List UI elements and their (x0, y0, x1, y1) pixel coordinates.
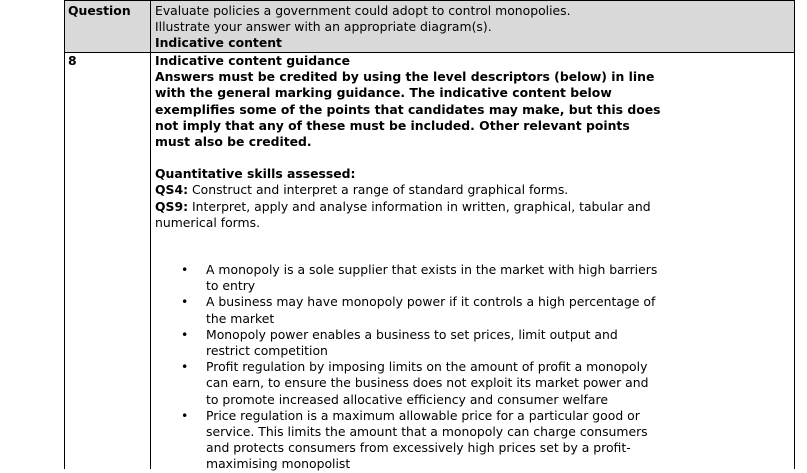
guidance-line: must also be credited. (155, 134, 312, 150)
column-divider (150, 0, 151, 469)
table-left-border (64, 0, 65, 469)
question-number: 8 (68, 53, 77, 68)
bullet-list (155, 262, 785, 473)
bullet-icon: • (181, 326, 189, 342)
table-top-border (64, 0, 795, 1)
question-column-label: Question (68, 3, 131, 18)
skills-heading: Quantitative skills assessed: (155, 166, 356, 182)
list-item: • A monopoly is a sole supplier that exists in the market with high barriers to entry (181, 262, 658, 294)
guidance-heading: Indicative content guidance (155, 53, 351, 68)
skill-qs9 (155, 199, 785, 215)
guidance-line: Answers must be credited by using the level descriptors (below) in line (155, 69, 655, 85)
guidance-block (155, 53, 785, 231)
skill-code: QS4: (155, 182, 189, 198)
bullet-icon: • (181, 262, 189, 277)
list-item: • Price regulation is a maximum allowable price for a particular good or service. This limits the amount that a monopoly can charge consumers and protects consumers from excessively high prices set by a profit- maximising monopolist (181, 407, 648, 472)
guidance-line: not imply that any of these must be included. Other relevant points (155, 117, 630, 133)
skill-code: QS9: (155, 198, 189, 214)
question-text (155, 3, 785, 52)
skill-continuation: numerical forms. (155, 214, 261, 230)
bullet-icon: • (181, 294, 189, 310)
guidance-line: exemplifies some of the points that candidates may make, but this does (155, 101, 661, 117)
question-line: Illustrate your answer with an appropriate diagram(s). (155, 19, 492, 35)
mark-scheme-table (64, 0, 795, 472)
guidance-line: with the general marking guidance. The indicative content below (155, 85, 612, 101)
bullet-icon: • (181, 359, 189, 375)
indicative-content-label: Indicative content (155, 35, 282, 51)
table-right-border (794, 0, 795, 469)
list-item: • Monopoly power enables a business to set prices, limit output and restrict competition (181, 326, 618, 359)
skill-text: Interpret, apply and analyse information in written, graphical, tabular and (188, 198, 651, 214)
skill-qs4 (155, 182, 785, 198)
list-item: • Profit regulation by imposing limits on the amount of profit a monopoly can earn, to ensure the business does not exploit its market power and to promote increased allocative efficiency and consumer welfare (181, 359, 649, 407)
question-line: Evaluate policies a government could adopt to control monopolies. (155, 3, 571, 18)
list-item: • A business may have monopoly power if it controls a high percentage of the market (181, 294, 656, 326)
bullet-icon: • (181, 407, 189, 423)
skill-text: Construct and interpret a range of standard graphical forms. (188, 182, 569, 198)
